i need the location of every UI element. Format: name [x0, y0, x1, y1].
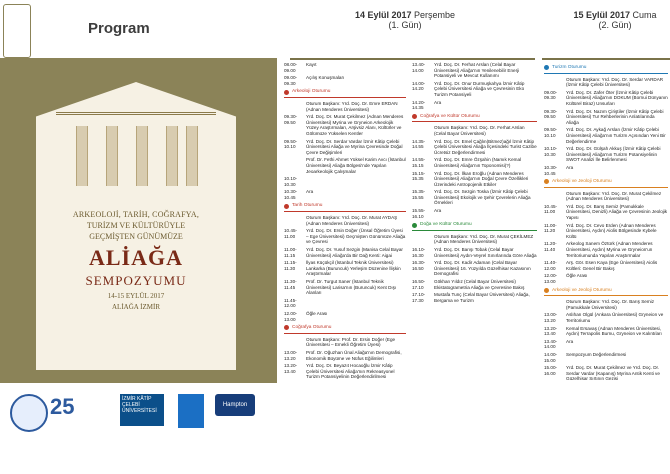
schedule-time: 09.50-10.10 — [544, 127, 558, 138]
session-label: Arkeoloji ve Jeoloji Oturumu — [552, 287, 612, 293]
schedule-column-1 — [284, 62, 406, 382]
schedule-description: Oturum Başkanı: Prof. Dr. Ersin Doğer (Ege Üniversitesi – Emekli Öğretim Üyesi) — [306, 336, 396, 348]
schedule-description: Yrd. Doç. Dr. İlkan Eroğlu (Adnan Menderes Üniversitesi) Aliağa'nın Doğal Çevre Özellikleri Üzerindeki Antropojenik Etkiler — [434, 170, 529, 187]
schedule-description: Arkeolog Sanem Öztürk (Adnan Menderes Üniversitesi, Aydın) Myrina ve Gryneion'un Territoriumunda Yapılan Araştırmalar — [566, 241, 653, 258]
left-header — [0, 0, 277, 58]
schedule-time: 15.55-16.10 — [412, 208, 426, 219]
schedule-row — [544, 339, 668, 350]
schedule-row — [412, 208, 537, 219]
schedule-description — [306, 176, 406, 187]
schedule-time: 15.15-15.35 — [412, 170, 426, 182]
day-1-header — [335, 10, 475, 30]
session-header — [544, 179, 668, 185]
day-2-number: (2. Gün) — [598, 20, 632, 30]
schedule-time: 11.20-11.40 — [544, 241, 557, 253]
session-label: Arkeoloji ve Jeoloji Oturumu — [552, 179, 612, 185]
schedule-row — [412, 125, 537, 136]
schedule-time: 09.30-09.50 — [544, 108, 558, 120]
schedule-column-2 — [412, 62, 537, 305]
schedule-description: Oturum Başkanı: Yrd. Doç. Dr. Ferhat Arslan (Celal Bayar Üniversitesi) — [434, 125, 525, 136]
schedule-row — [544, 241, 668, 258]
schedule-time: 08.00-09.00 — [284, 62, 298, 73]
plaque-line-3: GEÇMİŞTEN GÜNÜMÜZE — [89, 232, 183, 241]
schedule-description: Aslıhan Olgül (Ankara Üniversitesi) Gryneion ve Territoriumu — [566, 312, 664, 323]
schedule-description: Yrd. Doç. Dr. Sezgin Toska (İzmir Kâtip Çelebi Üniversitesi) Ekolojik ve Şehir Çevrelerin Aliağa Örnekleri — [434, 189, 531, 206]
schedule-description: Mustafa Tunç (Celal Bayar Üniversitesi) Aliağa, Bergama ve Turizm — [434, 292, 530, 303]
session-rule — [284, 333, 406, 334]
schedule-row — [284, 75, 406, 86]
schedule-row — [544, 191, 668, 202]
schedule-time: 16.10-16.30 — [412, 247, 426, 258]
schedule-description: Ara — [434, 208, 442, 214]
schedule-description: Yrd. Doç. Dr. Beyazıt Hocaoğlu İzmir Kâtip Çelebi Üniversitesi Aliağa'nın Rekreasyonel Turizm Potansiyelinin Değerlendirilmesi — [306, 363, 395, 380]
schedule-time: 11.45-12.00 — [284, 297, 297, 309]
day-2-header — [560, 10, 670, 30]
plaque-line-1: ARKEOLOJİ, TARİH, COĞRAFYA, — [72, 210, 200, 219]
schedule-description: Yrd. Doç. Dr. Emel Çağlın(Bitmez)ağıl İzmir Kâtip Çelebi Üniversitesi Aliağa İlçesindeki Turist Cazibe Ücretsiz Değerlendirmesi — [434, 138, 537, 155]
schedule-row — [544, 326, 668, 337]
schedule-row — [412, 189, 537, 206]
schedule-row — [284, 114, 406, 136]
session-header — [284, 203, 406, 209]
schedule-time — [544, 77, 566, 88]
schedule-description: Ara — [434, 99, 442, 105]
schedule-row — [284, 228, 406, 245]
schedule-row — [284, 247, 406, 258]
hampton-logo: Hampton — [215, 394, 255, 416]
schedule-row — [412, 260, 537, 277]
schedule-row — [412, 279, 537, 290]
schedule-row — [544, 223, 668, 240]
session-dot-icon — [412, 223, 417, 228]
schedule-description: Ara — [306, 189, 314, 195]
schedule-time: 16.30-16.50 — [412, 260, 426, 271]
schedule-row — [544, 165, 668, 176]
schedule-description: Yrd. Doç. Dr. Emre Özşahin (Namık Kemal Üniversitesi) Aliağa'nın Toponomisi(?) — [434, 157, 522, 168]
schedule-time: 13.00-13.20 — [544, 312, 558, 323]
column-icon — [166, 126, 178, 186]
brand-title: ALİAĞA — [88, 245, 183, 270]
column-capital-icon — [56, 100, 216, 115]
session-dot-icon — [544, 179, 549, 184]
schedule-time: 10.30-10.45 — [284, 189, 298, 200]
schedule-time — [412, 125, 434, 136]
session-header — [284, 89, 406, 95]
schedule-row — [412, 247, 537, 258]
schedule-time — [284, 157, 306, 174]
schedule-description: Yrd. Doç. Dr. Barış Semiz (Pamukkale Üniversitesi, Denizli) Aliağa ve Çevresinin Jeolojik Yapısı — [566, 203, 668, 221]
schedule-time — [544, 191, 566, 202]
schedule-description — [306, 298, 406, 309]
session-dot-icon — [284, 325, 289, 330]
schedule-description: Yrd. Doç. Dr. Kadir Adaman (Celal Bayar Üniversitesi) 16. Yüzyılda Güzelhisar Kazasının Demografisi — [434, 260, 531, 277]
schedule-time: 09.00-09.30 — [544, 89, 558, 101]
column-icon — [136, 126, 148, 186]
sponsor-logos — [0, 388, 277, 448]
schedule-description: Yrd. Doç. Dr. Aykağ Arslan (İzmir Kâtip Çelebi Üniversitesi) Aliağa'nın Turizm Açısından Yeni Bir Değerlendirme — [566, 127, 666, 144]
session-dot-icon — [284, 204, 289, 209]
schedule-time: 10.10-10.30 — [284, 176, 298, 187]
left-panel — [0, 0, 277, 474]
schedule-description: Arş. Gör. Esen Kaya (Ege Üniversitesi) Aiolis Kültleri: Genel Bir Bakış — [566, 260, 658, 271]
schedule-description: Kayıt — [306, 62, 317, 67]
izmir-katip-celebi-logo: İZMİR KÂTİP ÇELEBİ ÜNİVERSİTESİ — [120, 394, 164, 426]
schedule-time: 15.35-15.55 — [412, 189, 426, 200]
schedule-time: 17.10-17.30 — [412, 292, 426, 303]
schedule-time: 11.40-12.00 — [544, 260, 557, 271]
schedule-time: 12.00-13.00 — [284, 310, 298, 322]
day-1-rule — [290, 58, 535, 60]
schedule-row — [544, 127, 668, 144]
schedule-time: 10.45-11.00 — [544, 203, 558, 215]
schedule-row — [284, 176, 406, 187]
day-1-weekday: Perşembe — [414, 10, 456, 20]
schedule-description: İlyas Küçükçil (İstanbul Teknik Üniversitesi) Lankarka (Buruncuk) Yerleşim Düzenine İlişkin Araştırmalar — [306, 260, 401, 277]
schedule-row — [412, 234, 537, 245]
schedule-description: Yrd. Doç. Dr. Nazım Çiriştiler (İzmir Kâtip Çelebi Üniversitesi) Tur Rehberlerinin Anlatılarında Aliağa — [566, 108, 664, 125]
schedule-row — [284, 311, 406, 322]
schedule-description: Öğle Arası — [306, 310, 328, 316]
session-label: Turizm Oturumu — [552, 65, 587, 70]
schedule-description: Ara — [566, 164, 574, 170]
day-1-number: (1. Gün) — [388, 20, 422, 30]
session-label: Arkeoloji Oturumu — [292, 89, 331, 95]
session-rule — [412, 121, 537, 122]
schedule-description: Oturum Başkanı: Yrd. Doç. Dr. Murat ÇEKİLMEZ (Adnan Menderes Üniversitesi) — [434, 233, 534, 245]
schedule-description: Oturum Başkanı: Yrd. Doç. Dr. Serdar VARDAR (İzmir Kâtip Çelebi Üniversitesi) — [566, 76, 664, 88]
schedule-description: Prof. Dr. Fethi Ahmet Yüksel Karim Avcı (İstanbul Üniversitesi) Aliağa Bölgesi'nde Yapılan Jeoarkeolojik Çalışmalar — [306, 157, 406, 174]
session-rule — [284, 97, 406, 98]
schedule-time — [284, 101, 306, 112]
schedule-row — [284, 350, 406, 361]
schedule-description: Öğle Arası — [566, 273, 588, 279]
schedule-description: Oturum Başkanı: Yrd. Doç. Dr. Murat AYDAŞ (Adnan Menderes Üniversitesi) — [306, 215, 398, 226]
day-2-date: 15 Eylül 2017 — [573, 10, 630, 20]
schedule-row — [284, 215, 406, 226]
schedule-description: Açılış Konuşmaları — [306, 75, 345, 81]
day-1-date: 14 Eylül 2017 — [354, 10, 412, 20]
schedule-time: 11.30-11.45 — [284, 279, 297, 290]
schedule-row — [284, 279, 406, 296]
schedule-time: 13.20-13.40 — [284, 363, 298, 374]
schedule-description: Yrd. Doç. Dr. Ersin Doğer (Ünsal Öğretim Üyesi – Ege Üniversitesi) Geçmişten Günümüze Aliağa ve Çevresi — [306, 228, 406, 245]
session-header — [412, 222, 537, 228]
schedule-row — [412, 81, 537, 98]
anniversary-logo: 25 — [50, 394, 75, 419]
schedule-description: Oturum Başkanı: Yrd. Doç. Dr. Emre ERDAN (Adnan Menderes Üniversitesi) — [306, 100, 398, 112]
event-date: 14-15 EYLÜL 2017 — [107, 292, 165, 300]
schedule-time: 13.20-13.40 — [544, 325, 558, 337]
schedule-time: 10.10-10.30 — [544, 146, 558, 157]
schedule-time: 09.00-09.30 — [284, 75, 298, 86]
ornament-icon — [3, 4, 31, 58]
column-icon — [186, 126, 198, 186]
schedule-time: 12.00-13.00 — [544, 273, 558, 284]
schedule-row — [544, 352, 668, 363]
schedule-description: Yrd. Doç. Dr. Yusuf Sezgin (Manisa Celal Bayar Üniversitesi) Aliağa'da Bir Dağ Kenti: Aigai — [306, 247, 403, 258]
symposium-plaque — [36, 82, 236, 370]
olive-background — [0, 58, 277, 383]
schedule-time: 10.30-10.45 — [544, 164, 558, 176]
schedule-time — [284, 337, 306, 348]
schedule-column-3 — [544, 62, 668, 384]
day-2-weekday: Cuma — [632, 10, 657, 20]
schedule-row — [284, 62, 406, 73]
schedule-row — [284, 337, 406, 348]
session-label: Coğrafya Oturumu — [292, 325, 332, 331]
university-seal-icon — [10, 394, 48, 432]
schedule-row — [284, 363, 406, 380]
session-rule — [544, 187, 668, 188]
schedule-time: 14.35-14.55 — [412, 138, 426, 150]
column-icon — [106, 126, 118, 186]
schedule-row — [544, 146, 668, 163]
schedule-time: 11.15-11.30 — [284, 260, 297, 271]
schedule-row — [284, 189, 406, 200]
session-rule — [544, 73, 668, 74]
schedule-description: Yrd. Doç. Dr. Barışı Tobak (Celal Bayar Üniversitesi) Aydın-Veyrel Sınırlarında Göre Aliağa — [434, 247, 537, 258]
session-rule — [412, 230, 537, 231]
session-label: Doğa ve Kültür Oturumu — [420, 222, 472, 228]
schedule-time: 13.00-13.20 — [284, 349, 298, 361]
schedule-row — [544, 109, 668, 126]
schedule-description: Yrd. Doç. Dr. Zafer Öter (İzmir Kâtip Çelebi Üniversitesi) Aliağa'nın DOKUM (Bornui Dünyanın Kültürel Biraz) Unsurları — [566, 89, 668, 106]
day-2-rule — [542, 58, 670, 60]
schedule-description: Yrd. Doç. Dr. Murat Çekilmez (Adnan Menderes Üniversitesi) Myrina ve Gryneion Arkeolojik Yüzey Araştırmaları, Arşivsiz Alanı, Kültürler ve Gölümüze Yükselen Kentler — [306, 114, 404, 136]
session-header — [412, 114, 537, 120]
schedule-row — [544, 365, 668, 382]
session-header — [544, 65, 668, 71]
schedule-row — [412, 157, 537, 168]
brand-subtitle: SEMPOZYUMU — [85, 273, 187, 288]
schedule-description: Yrd. Doç. Dr. Serdar Vardar İzmir Kâtip Çelebi Üniversitesi Aliağa ve Myrina Çevresinde Doğal Çevre Değişimleri — [306, 138, 403, 155]
schedule-row — [284, 260, 406, 277]
schedule-time: 16.50-17.10 — [412, 279, 426, 290]
schedule-row — [412, 171, 537, 188]
schedule-description: Yrd. Doç. Dr. Onur Durmuşkahya İzmir Kâtip Çelebi Üniversitesi Aliağa ve Çevresinin Eko Turizm Potansiyeli — [434, 80, 525, 97]
schedule-row — [284, 157, 406, 174]
schedule-description: Yrd. Doç. Dr. Murat Çekilmez ve Yrd. Doç. Dr. Serdar Vardar (Kapanış) Myrina Antik Kenti ve Güzelhisar Sırtının Gezisi — [566, 365, 660, 382]
schedule-description: Yrd. Doç. Dr. Ferhat Arslan (Celal Bayar Üniversitesi) Aliağa'nın Yenilenebilir Enerji Potansiyeli ve Mevcut Kullanımı — [434, 62, 520, 79]
schedule-row — [544, 273, 668, 284]
schedule-time: 13.40-14.00 — [544, 338, 558, 350]
session-dot-icon — [284, 90, 289, 95]
schedule-row — [284, 101, 406, 112]
schedule-time: 14.00-15.00 — [544, 351, 558, 363]
schedule-row — [412, 62, 537, 79]
schedule-row — [544, 299, 668, 310]
schedule-description: Ara — [566, 338, 574, 344]
schedule-description: Gökhan Yıldız (Celal Bayar Üniversitesi) Ekistatogrametria Aliağa ve Çevresine Bakış — [434, 279, 525, 290]
schedule-row — [284, 139, 406, 156]
schedule-time: 14.55-15.15 — [412, 157, 426, 168]
session-label: Tarih Oturumu — [292, 203, 323, 209]
session-dot-icon — [412, 114, 417, 119]
schedule-row — [544, 204, 668, 221]
schedule-row — [284, 298, 406, 309]
schedule-description: Prof. Dr. Oğuzhan Ünal Aliağa'nın Demografisi, Ekonomik Büyüme ve Nüfus Eğilimleri — [306, 349, 402, 361]
schedule-time: 11.00-11.20 — [544, 222, 557, 234]
schedule-row — [544, 90, 668, 107]
municipality-logo-icon — [178, 394, 204, 428]
schedule-time: 09.50-10.10 — [284, 138, 298, 150]
schedule-description: Oturum Başkanı: Yrd. Doç. Dr. Murat Çekilmez (Adnan Menderes Üniversitesi) — [566, 190, 662, 202]
page-title: Program — [88, 20, 150, 37]
schedule-row — [544, 260, 668, 271]
schedule-time: 09.30-09.50 — [284, 114, 298, 125]
schedule-description: Oturum Başkanı: Yrd. Doç. Dr. Barış Semiz (Pamukkale Üniversitesi) — [566, 299, 654, 310]
event-place: ALİAĞA İZMİR — [111, 303, 161, 311]
session-dot-icon — [544, 65, 549, 70]
schedule-time — [544, 299, 566, 310]
schedule-time: 13.40-14.00 — [412, 62, 426, 73]
schedule-row — [412, 100, 537, 111]
schedule-time: 14.00-14.20 — [412, 80, 426, 92]
session-rule — [284, 211, 406, 212]
schedule-time: 11.00-11.15 — [284, 247, 297, 258]
schedule-description: Yrd. Doç. Dr. Cevo Erden (Adnan Menderes Üniversitesi, Aydın) Aiolis Bölgesinde Kybele Kültü — [566, 222, 657, 239]
schedule-row — [412, 292, 537, 303]
schedule-row — [412, 139, 537, 156]
schedule-row — [544, 312, 668, 323]
schedule-description: Yrd. Doç. Dr. Gülşah Akkuş (İzmir Kâtip Çelebi Üniversitesi) Aliağa'nın Turizm Potansiyelinin SWOT Analizi İle Belirlenmesi — [566, 146, 661, 163]
schedule-time — [412, 234, 434, 245]
session-dot-icon — [544, 288, 549, 293]
session-header — [284, 325, 406, 331]
schedule-time — [284, 215, 306, 226]
schedule-time: 15.00-16.00 — [544, 365, 558, 376]
schedule-time: 14.20-14.35 — [412, 99, 426, 111]
session-rule — [544, 295, 668, 296]
schedule-description: Prof. Dr. Turgut Saner (İstanbul Teknik Üniversitesi) Larisa'nın (Buruncuk) Kent Dışı Alanları — [306, 279, 397, 296]
session-label: Coğrafya ve Kültür Oturumu — [420, 113, 480, 119]
schedule-time: 10.45-11.00 — [284, 228, 298, 239]
session-header — [544, 288, 668, 294]
schedule-description: Sempozyum Değerlendirmesi — [566, 351, 627, 357]
schedule-row — [544, 77, 668, 88]
schedule-description: Kemal Ersavaş (Adnan Menderes Üniversitesi, Aydın) Terrapolis Burnu, Gryneion ve Kalıntıları — [566, 325, 662, 337]
plaque-line-2: TURİZM VE KÜLTÜRÜYLE — [86, 221, 186, 230]
column-icon — [76, 126, 88, 186]
